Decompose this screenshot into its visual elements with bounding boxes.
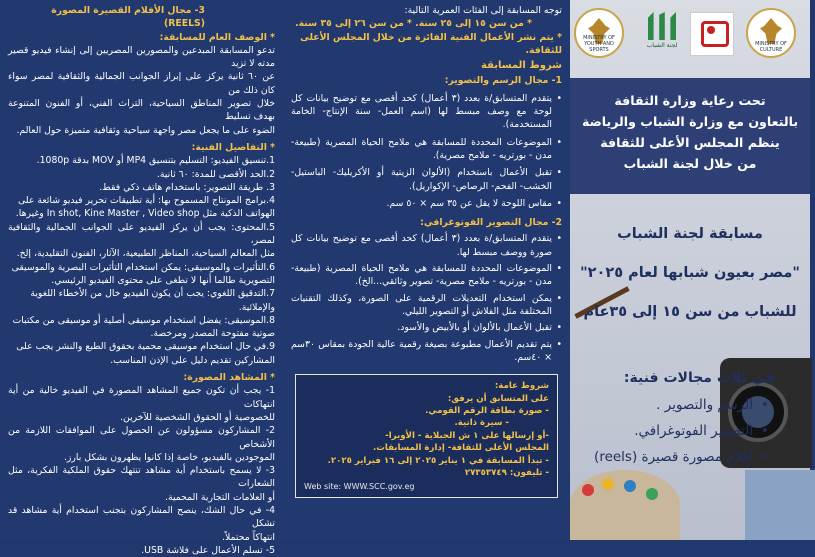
competition-age: للشباب من سن ١٥ إلى ٣٥عام	[583, 304, 797, 320]
general-conditions-box	[295, 374, 558, 498]
tech-line: 8.الموسيقى: يفضل استخدام موسيقى أصلية أو موسيقى من مكتبات	[12, 314, 275, 326]
paint-blob-icon	[624, 480, 636, 492]
drawing-title: 1- مجال الرسم والتصوير:	[444, 75, 562, 87]
photo-title: 2- مجال التصوير الفوتوغرافي:	[420, 217, 562, 229]
council-dot-icon	[707, 26, 715, 34]
youth-committee-logo	[642, 10, 682, 54]
field-item: • أفلام مصورة قصيرة (reels)	[570, 444, 795, 470]
audience-line: * يتم نشر الأعمال الفنية الفائزة من خلال المجلس الأعلى للثقافة.	[300, 31, 562, 56]
conditions-title: شروط المسابقة	[481, 60, 562, 72]
drawing-bullet: • الموضوعات المحددة للمسابقة هي ملامح الحياة المصرية (طبيعة- مدن - بورتريه - ملامح مصرية).	[291, 136, 562, 163]
tech-line: 2.الحد الأقصى للمدة: ٦٠ ثانية.	[156, 168, 275, 180]
general-box-line: على المتسابق أن يرفق:	[447, 393, 549, 404]
general-desc-line: تدعو المسابقة المبدعين والمصورين المصريين إلى إنشاء فيديو قصير مدته لا تزيد	[8, 44, 275, 70]
scenes-line: 5- تسلم الأعمال على فلاشة USB.	[141, 544, 275, 556]
scenes-line: 2- المشاركون مسؤولون عن الحصول على الموافقات اللازمة من الأشخاص	[8, 425, 275, 450]
paint-blob-icon	[602, 478, 614, 490]
general-desc-title: * الوصف العام للمسابقة:	[159, 31, 275, 43]
field-item: • التصوير الفوتوغرافي.	[570, 418, 795, 444]
general-box-line: المجلس الأعلى للثقافة- إدارة المسابقات.	[373, 443, 549, 454]
competition-slogan: "مصر بعيون شبابها لعام ٢٠٢٥"	[580, 265, 800, 281]
general-desc-line: عن ٦٠ ثانية يركز على إبراز الجوانب الجمالية والثقافية لمصر سواء كان ذلك من	[8, 71, 275, 96]
scenes-line: انتهاكاً محتملاً.	[222, 531, 275, 543]
competition-name: مسابقة لجنة الشباب	[617, 226, 763, 242]
general-desc-line: الضوء على ما يجعل مصر واجهة سياحية وثقافية متميزة حول العالم.	[16, 124, 275, 136]
paint-blob-icon	[582, 484, 594, 496]
general-desc-line: خلال تصوير المناطق السياحية، التراث الفني، أو الفنون المتنوعة بهدف تسليط	[8, 98, 275, 123]
drawing-bullet: • مقاس اللوحة لا يقل عن ٣٥ سم × ٥٠ سم.	[291, 197, 562, 210]
sponsorship-line: ينظم المجلس الأعلى للثقافة	[600, 135, 780, 150]
general-box-line: - صورة بطاقة الرقم القومي.	[425, 405, 549, 416]
tech-line: مثل المعالم السياحية، المناظر الطبيعية، الآثار، الفنون التقليدية، إلخ.	[16, 248, 275, 260]
tech-details-title: * التفاصيل الفنية:	[191, 141, 275, 153]
culture-logo-text: MINISTRY OF CULTURE	[755, 41, 787, 53]
paint-palette-icon	[570, 470, 680, 540]
art-fields-block	[570, 368, 795, 470]
tech-line: 7.التدقيق اللغوي: يجب أن يكون الفيديو خال من الأخطاء اللغوية	[30, 288, 275, 300]
photo-bullet: • يتقدم المتسابق/ة بعدد (٣ أعمال) كحد أقصى مع توضيح بيانات كل صورة ووصف مبسط لها.	[291, 232, 562, 259]
committee-logo-text: لجنة الشباب	[646, 42, 678, 49]
youth-logo-text: MINISTRY OF YOUTH AND SPORTS	[583, 35, 615, 53]
tech-line: 9.في حال استخدام موسيقى محمية بحقوق الطبع والنشر يجب على	[16, 341, 275, 353]
general-box-line: - تبدأ المسابقة في ١ يناير ٢٠٢٥ إلى ١٦ فبراير ٢٠٢٥.	[327, 455, 549, 466]
committee-emblem-icon	[648, 12, 676, 40]
sponsorship-line: بالتعاون مع وزارة الشباب والرياضة	[581, 114, 799, 129]
website-link[interactable]: Web site: WWW.SCC.gov.eg	[304, 482, 415, 492]
general-box-line: -أو إرسالها على ١ ش الجبلاية - الأوبرا-	[385, 430, 549, 441]
sponsorship-line: تحت رعاية وزارة الثقافة	[614, 93, 766, 108]
scenes-line: 1- يجب أن تكون جميع المشاهد المصورة في الفيديو خالية من أية انتهاكات	[8, 385, 275, 410]
council-mark-icon	[701, 21, 729, 47]
drawing-bullet: • تقبل الأعمال باستخدام (الألوان الزيتية أو الأكريليك- الباستيل- الخشب- الفحم- الرصاص- الإكواريل).	[291, 166, 562, 193]
scenes-line: أو العلامات التجارية المحمية.	[165, 491, 275, 503]
conditions-panel	[283, 0, 570, 540]
poster-cover-panel	[570, 0, 810, 540]
general-box-title: شروط عامة:	[494, 381, 549, 392]
tech-line: والإملائية.	[238, 301, 275, 313]
supreme-council-logo	[690, 12, 734, 56]
photo-bullet: • الموضوعات المحددة للمسابقة هي ملامح الحياة المصرية (طبيعة- مدن - بورتريه - ملامح مصرية- تصوير وثائقي...الخ).	[291, 262, 562, 289]
fields-title: في ثلاث مجالات فنية:	[623, 370, 775, 386]
general-box-line: - تليفون: ٢٧٣٥٣٧٤٩	[464, 467, 549, 478]
sponsorship-line: من خلال لجنة الشباب	[623, 156, 757, 171]
scenes-title: * المشاهد المصورة:	[183, 372, 275, 384]
audience-line: * من سن ١٥ إلى ٢٥ سنة. * من سن ٢٦ إلى ٣٥ سنة.	[295, 18, 532, 30]
competition-title-block	[570, 222, 810, 325]
tech-line: 6.التأثيرات والموسيقى: يمكن استخدام التأثيرات البصرية والموسيقى	[11, 261, 275, 273]
paint-blob-icon	[646, 488, 658, 500]
tech-line: 4.برامج المونتاج المسموح بها: أية تطبيقات تحرير فيديو شائعة على	[18, 195, 275, 207]
photo-bullet: • تقبل الأعمال بالألوان أو بالأبيض والأسود.	[291, 321, 562, 334]
photo-bullet: • يتم تقديم الأعمال مطبوعة بصيغة رقمية عالية الجودة بمقاس ٣٠سم × ٤٠سم.	[291, 338, 562, 365]
field-item: • الرسم والتصوير .	[570, 392, 795, 418]
tech-line: صوتية مفتوحة المصدر ومرخصة.	[150, 328, 275, 340]
scenes-line: 4- في حال الشك، ينصح المشاركون بتجنب استخدام أية مشاهد قد تشكل	[8, 504, 275, 530]
ministry-of-youth-logo	[574, 8, 624, 58]
scenes-line: للخصوصية أو الحقوق الشخصية للآخرين.	[120, 411, 275, 423]
scenes-line: الموجودين بالفيديو، خاصة إذا كانوا يظهرون بشكل بارز.	[63, 451, 275, 463]
tech-line: 3. طريقة التصوير: باستخدام هاتف ذكي فقط.	[99, 181, 275, 193]
drawing-bullet: • يتقدم المتسابق/ة بعدد (٣ أعمال) كحد أقصى مع توضيح بيانات كل لوحة مع وصف مبسط لها (اسم العمل- سنة الإنتاج- الخامة المستخدمة).	[291, 92, 562, 132]
sponsorship-banner	[570, 78, 810, 194]
reels-section-panel	[0, 0, 283, 556]
scenes-line: 3- لا يسمح باستخدام أية مشاهد تنتهك حقوق الملكية الفكرية، مثل الشعارات	[8, 465, 275, 490]
laptop-icon	[745, 470, 815, 540]
photo-bullet: • يمكن استخدام التعديلات الرقمية على الصورة، وكذلك التقنيات المختلفة مثل الفلاش أو التصوير الليلي.	[291, 292, 562, 319]
ministry-of-culture-logo	[746, 8, 796, 58]
tech-line: 1.تنسيق الفيديو: التسليم بتنسيق MP4 أو MOV بدقة 1080p.	[36, 155, 275, 167]
tech-line: 5.المحتوى: يجب أن يركز الفيديو على الجوانب الجمالية والثقافية لمصر،	[8, 221, 275, 247]
general-box-line: - سيرة ذاتية.	[454, 418, 509, 429]
tech-line: المشاركين تقديم دليل على الإذن المناسب.	[110, 354, 275, 366]
audience-line: توجه المسابقة إلى الفئات العمرية التالية:	[404, 5, 562, 16]
tech-line: التصويرية طالما أنها لا تطغى على محتوى الفيديو الرئيسي.	[51, 274, 275, 286]
tech-line: الهواتف الذكية مثل In shot, Kine Master , Video shop وغيرها.	[15, 208, 275, 220]
section3-title: 3- مجال الأفلام القصيرة المصورة (REELS)	[51, 5, 205, 30]
